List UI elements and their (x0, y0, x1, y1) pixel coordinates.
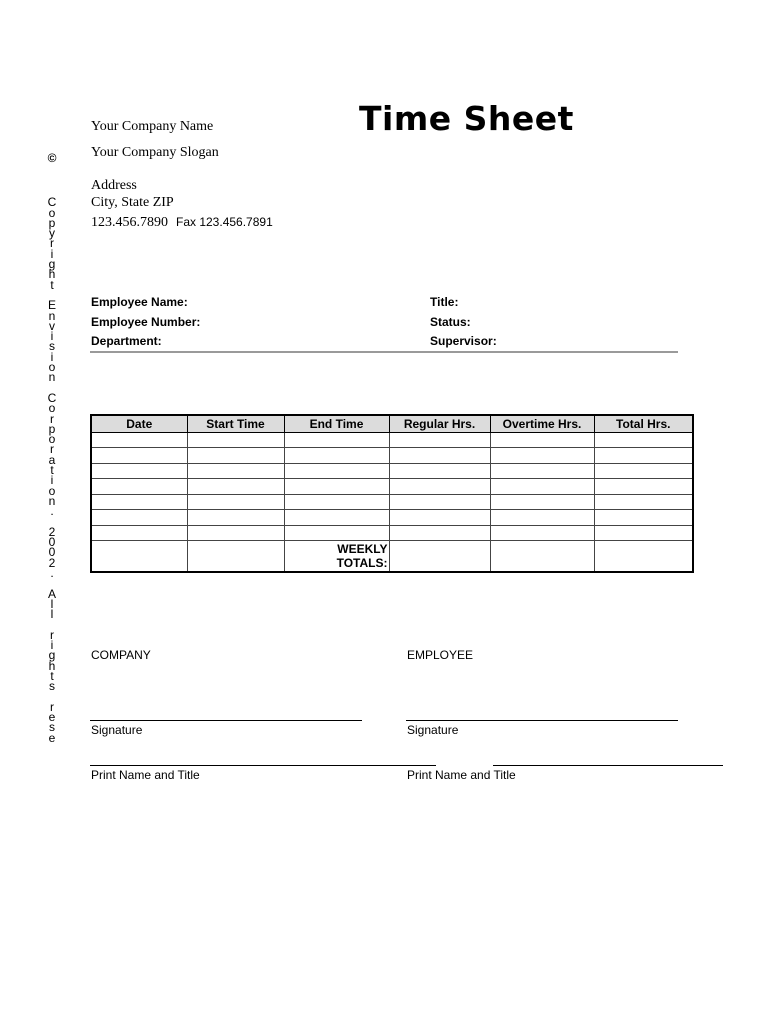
table-cell[interactable] (389, 479, 490, 494)
column-header-overtime-hrs: Overtime Hrs. (490, 415, 594, 433)
copyright-char: s (49, 679, 55, 694)
copyright-char: l (50, 607, 54, 622)
copyright-char: r (50, 236, 54, 251)
title-label: Title: (430, 295, 459, 309)
copyright-char: i (50, 349, 54, 364)
table-cell[interactable] (594, 448, 693, 463)
table-cell[interactable] (594, 494, 693, 509)
table-cell[interactable] (91, 463, 187, 478)
table-cell[interactable] (91, 541, 187, 572)
employee-signature-caption: Signature (407, 723, 459, 737)
copyright-char: i (50, 329, 54, 344)
copyright-char: e (48, 730, 56, 745)
table-cell[interactable] (284, 463, 389, 478)
copyright-char: t (50, 668, 54, 683)
table-cell[interactable] (490, 479, 594, 494)
table-cell[interactable] (91, 510, 187, 525)
table-row (91, 463, 693, 478)
copyright-char: s (49, 339, 55, 354)
company-fax: Fax 123.456.7891 (176, 215, 273, 229)
document-title: Time Sheet (359, 99, 574, 138)
copyright-char: g (48, 648, 56, 663)
copyright-char: E (47, 298, 56, 313)
employee-print-name-caption: Print Name and Title (407, 768, 516, 782)
table-cell[interactable] (389, 448, 490, 463)
copyright-char: o (48, 483, 56, 498)
company-city-state-zip: City, State ZIP (91, 195, 174, 210)
table-cell[interactable] (594, 479, 693, 494)
table-cell[interactable] (389, 525, 490, 540)
table-cell[interactable] (284, 433, 389, 448)
table-cell[interactable] (284, 448, 389, 463)
time-table (90, 414, 694, 573)
weekly-totals-label-line2: TOTALS: (336, 556, 388, 571)
regular-hrs-total-cell[interactable] (389, 541, 490, 572)
table-cell[interactable] (187, 525, 284, 540)
table-cell[interactable] (187, 494, 284, 509)
copyright-char: n (48, 308, 56, 323)
copyright-char: © (47, 151, 57, 165)
table-cell[interactable] (284, 494, 389, 509)
copyright-char: h (48, 267, 56, 282)
copyright-char: n (48, 493, 56, 508)
table-cell[interactable] (91, 479, 187, 494)
copyright-char: o (48, 205, 56, 220)
table-cell[interactable] (187, 448, 284, 463)
copyright-char: o (48, 401, 56, 416)
copyright-char: . (50, 504, 54, 519)
copyright-char: r (50, 699, 54, 714)
company-print-name-line[interactable] (90, 765, 436, 766)
copyright-char: p (48, 215, 56, 230)
table-row (91, 525, 693, 540)
total-hrs-total-cell[interactable] (594, 541, 693, 572)
copyright-char: r (50, 411, 54, 426)
table-cell[interactable] (594, 525, 693, 540)
column-header-date: Date (91, 415, 187, 433)
department-label: Department: (91, 334, 162, 348)
table-cell[interactable] (187, 463, 284, 478)
copyright-char: r (50, 627, 54, 642)
table-cell[interactable] (594, 433, 693, 448)
company-contact-line (91, 213, 273, 231)
copyright-char: h (48, 658, 56, 673)
copyright-char: p (48, 421, 56, 436)
copyright-char: C (47, 390, 57, 405)
copyright-char: i (50, 638, 54, 653)
overtime-hrs-total-cell[interactable] (490, 541, 594, 572)
employee-signature-line[interactable] (406, 720, 678, 721)
copyright-char: a (48, 452, 56, 467)
table-cell[interactable] (594, 463, 693, 478)
company-slogan: Your Company Slogan (91, 145, 219, 160)
table-cell[interactable] (389, 433, 490, 448)
copyright-char: . (50, 565, 54, 580)
table-cell[interactable] (91, 525, 187, 540)
copyright-notice-vertical (40, 150, 64, 962)
table-cell[interactable] (594, 510, 693, 525)
info-divider (90, 351, 678, 353)
employee-signature-heading: EMPLOYEE (407, 648, 474, 662)
weekly-totals-row (91, 541, 693, 572)
copyright-char: i (50, 473, 54, 488)
table-cell[interactable] (490, 448, 594, 463)
table-cell[interactable] (389, 463, 490, 478)
copyright-char: 2 (48, 555, 56, 570)
weekly-totals-label-line1: WEEKLY (337, 542, 388, 557)
copyright-char: C (47, 195, 57, 210)
copyright-char: o (48, 432, 56, 447)
weekly-totals-label (284, 541, 389, 572)
table-row (91, 433, 693, 448)
table-cell[interactable] (490, 433, 594, 448)
table-cell[interactable] (389, 494, 490, 509)
table-cell[interactable] (187, 510, 284, 525)
column-header-start-time: Start Time (187, 415, 284, 433)
employee-name-label: Employee Name: (91, 295, 188, 309)
copyright-char: s (49, 720, 55, 735)
table-cell[interactable] (187, 541, 284, 572)
time-table-body (91, 433, 693, 573)
table-cell[interactable] (284, 510, 389, 525)
company-signature-caption: Signature (91, 723, 143, 737)
table-header-row (91, 415, 693, 433)
table-row (91, 448, 693, 463)
table-cell[interactable] (91, 448, 187, 463)
company-name: Your Company Name (91, 119, 214, 134)
table-row (91, 479, 693, 494)
column-header-total-hrs: Total Hrs. (594, 415, 693, 433)
copyright-char: n (48, 370, 56, 385)
copyright-char: y (49, 226, 55, 241)
table-cell[interactable] (490, 463, 594, 478)
table-cell[interactable] (490, 525, 594, 540)
column-header-regular-hrs: Regular Hrs. (389, 415, 490, 433)
table-cell[interactable] (91, 433, 187, 448)
copyright-char: 0 (48, 545, 56, 560)
copyright-char: o (48, 360, 56, 375)
table-cell[interactable] (490, 494, 594, 509)
company-signature-line[interactable] (90, 720, 362, 721)
table-row (91, 510, 693, 525)
status-label: Status: (430, 315, 471, 329)
copyright-char: A (47, 586, 56, 601)
copyright-char: l (50, 596, 54, 611)
supervisor-label: Supervisor: (430, 334, 497, 348)
copyright-char: t (50, 463, 54, 478)
company-phone: 123.456.7890 (91, 215, 168, 230)
table-row (91, 494, 693, 509)
table-cell[interactable] (91, 494, 187, 509)
employee-number-label: Employee Number: (91, 315, 201, 329)
copyright-char: e (48, 710, 56, 725)
table-cell[interactable] (187, 433, 284, 448)
company-signature-heading: COMPANY (91, 648, 151, 662)
table-cell[interactable] (187, 479, 284, 494)
copyright-char: 2 (48, 524, 56, 539)
company-address: Address (91, 178, 137, 193)
copyright-char: i (50, 246, 54, 261)
copyright-char: t (50, 277, 54, 292)
table-cell[interactable] (284, 525, 389, 540)
copyright-char: 0 (48, 535, 56, 550)
copyright-char: g (48, 257, 56, 272)
copyright-char: r (50, 442, 54, 457)
company-print-name-caption: Print Name and Title (91, 768, 200, 782)
table-cell[interactable] (490, 510, 594, 525)
column-header-end-time: End Time (284, 415, 389, 433)
table-cell[interactable] (389, 510, 490, 525)
copyright-char: v (49, 318, 55, 333)
table-cell[interactable] (284, 479, 389, 494)
employee-print-name-line[interactable] (493, 765, 723, 766)
